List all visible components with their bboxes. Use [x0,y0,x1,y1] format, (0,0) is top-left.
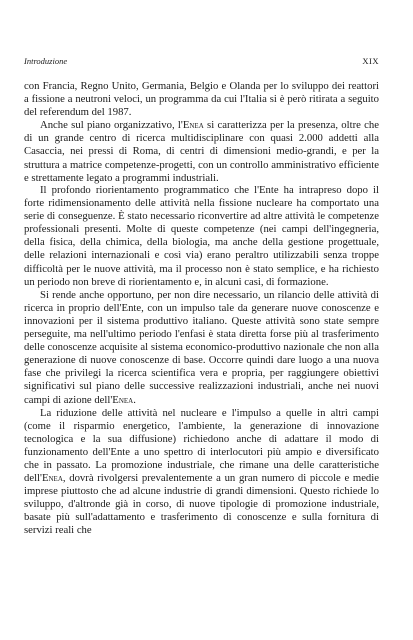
paragraph-research-relaunch: Si rende anche opportuno, per non dire necessario, un rilancio delle attività di ricerca in proprio dell'Ente, con un impulso tale da generare nuove conoscenze e innovazioni per il sistema produttivo italiano. Queste attività sono state sempre perseguite, ma nell'ultimo periodo l'enfasi è stata diretta forse più al trasferimento delle conoscenze acquisite al sistema economico-produttivo nazionale che non alla generazione di nuove conoscenze di base. Occorre quindi dare luogo a una nuova fase che privilegi la ricerca scientifica vera e propria, per raggiungere obiettivi significativi sul piano delle successive realizzazioni industriali, anche nei nuovi campi di azione dell'Enea. [24,288,379,406]
text-block-main [24,184,379,538]
paragraph-reorientation: Il profondo riorientamento programmatico che l'Ente ha intrapreso dopo il forte ridimensionamento delle attività nella fissione nucleare ha comportato una serie di conseguenze. È stato necessario riconvertire ad altre attività le competenze professionali presenti. Molte di queste competenze (nei campi dell'ingegneria, della fisica, della chimica, della biologia, ma anche della gestione progettuale, delle relazioni internazionali e così via) erano peraltro utilizzabili senza troppe difficoltà per le nuove attività, ma il processo non è stato semplice, e ha richiesto un periodo non breve di riorientamento e, in alcuni casi, di formazione. [24,184,379,288]
running-head [24,55,379,67]
section-title: Introduzione [24,56,68,66]
text-block-top [24,80,379,185]
paragraph-continued: con Francia, Regno Unito, Germania, Belgio e Olanda per lo sviluppo dei reattori a fissione a neutroni veloci, un programma da cui l'Italia si è però ritirata a seguito del referendum del 1987. [24,80,379,119]
page-number: XIX [362,56,379,66]
paragraph-nuclear-reduction: La riduzione delle attività nel nucleare e l'impulso a quelle in altri campi (come il risparmio energetico, l'ambiente, la generazione di innovazione tecnologica e la sua diffusione) richiedono anche di adattare il modo di funzionamento dell'Ente a uno spettro di interlocutori più ampio e diversificato che in passato. La promozione industriale, che rimane una delle caratteristiche dell'Enea, dovrà rivolgersi prevalentemente a un gran numero di piccole e medie imprese piuttosto che ad alcune industrie di grandi dimensioni. Questo richiede lo sviluppo, d'altronde già in corso, di nuove tipologie di promozione industriale, basate più sull'adattamento e trasferimento di conoscenze e sulla fornitura di servizi reali che [24,406,379,537]
paragraph-organization: Anche sul piano organizzativo, l'Enea si caratterizza per la presenza, oltre che di un grande centro di ricerca multidisciplinare con quasi 2.000 addetti alla Casaccia, nei pressi di Roma, di centri di dimensioni medio-grandi, e per la struttura a matrice competenze-progetti, con un controllo amministrativo efficiente e strettamente legato a programmi industriali. [24,119,379,184]
